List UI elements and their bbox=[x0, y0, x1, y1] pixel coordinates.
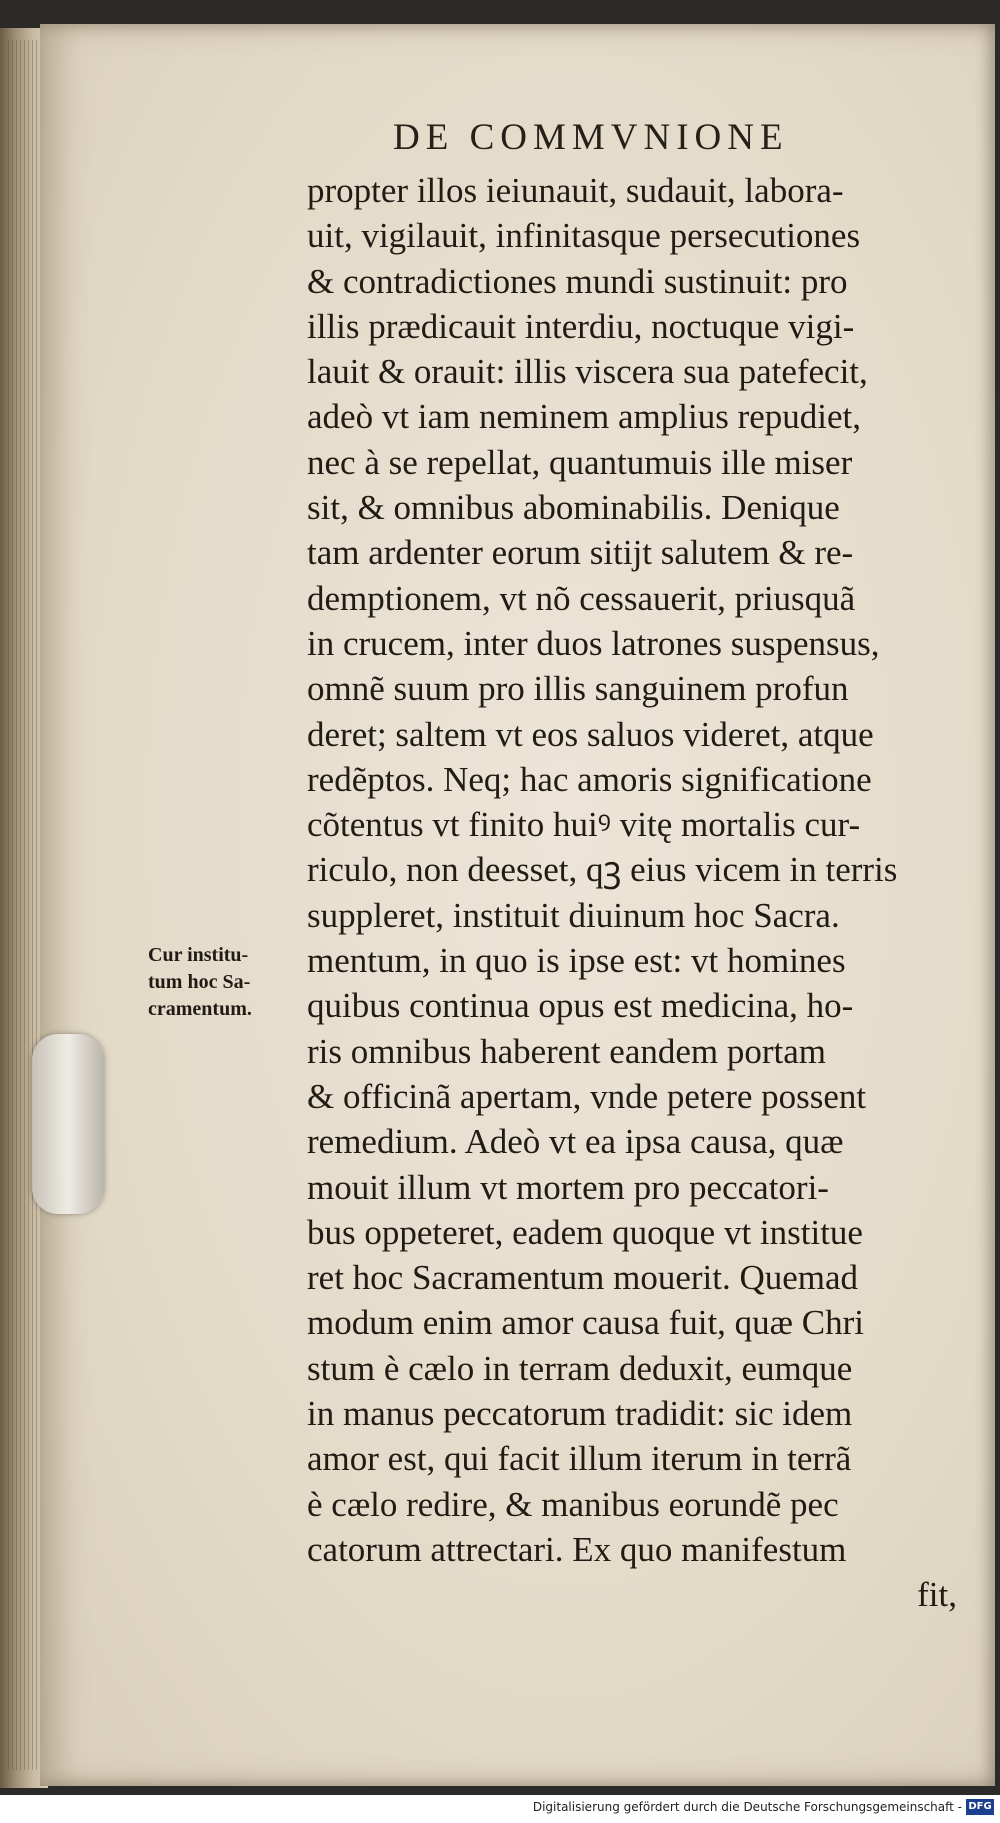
text-line: omnẽ suum pro illis sanguinem profun bbox=[307, 669, 849, 709]
running-head: DE COMMVNIONE bbox=[393, 117, 789, 158]
text-line: riculo, non deesset, qꝫ eius vicem in terris bbox=[307, 850, 898, 890]
text-line: è cælo redire, & manibus eorundẽ pec bbox=[307, 1484, 839, 1524]
text-line: sit, & omnibus abominabilis. Denique bbox=[307, 488, 840, 528]
text-line: catorum attrectari. Ex quo manifestum bbox=[307, 1529, 847, 1569]
body-text bbox=[307, 168, 957, 1618]
margin-note-line: Cur institu- bbox=[148, 944, 249, 966]
text-line: in manus peccatorum tradidit: sic idem bbox=[307, 1394, 853, 1434]
text-line: remedium. Adeò vt ea ipsa causa, quæ bbox=[307, 1122, 844, 1162]
text-line: & officinã apertam, vnde petere possent bbox=[307, 1076, 867, 1116]
text-line: mentum, in quo is ipse est: vt homines bbox=[307, 941, 846, 981]
text-line: demptionem, vt nõ cessauerit, priusquã bbox=[307, 578, 856, 618]
text-line: tam ardenter eorum sitijt salutem & re- bbox=[307, 533, 854, 573]
text-line: deret; saltem vt eos saluos videret, atque bbox=[307, 714, 874, 754]
margin-note bbox=[148, 942, 303, 1023]
text-line: illis prædicauit interdiu, noctuque vigi- bbox=[307, 306, 855, 346]
text-line: modum enim amor causa fuit, quæ Chri bbox=[307, 1303, 864, 1343]
text-line: lauit & orauit: illis viscera sua patefecit, bbox=[307, 352, 868, 392]
text-line: cõtentus vt finito huiꝰ vitę mortalis cur- bbox=[307, 805, 861, 845]
text-line: mouit illum vt mortem pro peccatori- bbox=[307, 1167, 829, 1207]
text-line: bus oppeteret, eadem quoque vt institue bbox=[307, 1212, 863, 1252]
margin-note-line: tum hoc Sa- bbox=[148, 971, 251, 993]
footer-credit: Digitalisierung gefördert durch die Deutsche Forschungsgemeinschaft - bbox=[532, 1800, 962, 1814]
text-line: uit, vigilauit, infinitasque persecutiones bbox=[307, 216, 861, 256]
margin-note-line: cramentum. bbox=[148, 998, 252, 1020]
text-line: propter illos ieiunauit, sudauit, labora- bbox=[307, 171, 844, 210]
text-line: suppleret, instituit diuinum hoc Sacra. bbox=[307, 895, 840, 935]
text-line: ret hoc Sacramentum mouerit. Quemad bbox=[307, 1258, 859, 1298]
text-line: in crucem, inter duos latrones suspensus, bbox=[307, 623, 880, 663]
page-clip bbox=[32, 1034, 104, 1214]
text-line: amor est, qui facit illum iterum in terrã bbox=[307, 1439, 852, 1479]
text-line: redẽptos. Neq; hac amoris significatione bbox=[307, 759, 872, 799]
text-line: ris omnibus haberent eandem portam bbox=[307, 1031, 827, 1071]
text-line: adeò vt iam neminem amplius repudiet, bbox=[307, 397, 862, 437]
dfg-logo: DFG bbox=[966, 1799, 994, 1815]
text-line: stum è cælo in terram deduxit, eumque bbox=[307, 1348, 853, 1388]
text-line: quibus continua opus est medicina, ho- bbox=[307, 986, 854, 1026]
text-line: nec à se repellat, quantumuis ille miser bbox=[307, 442, 853, 482]
text-line: & contradictiones mundi sustinuit: pro bbox=[307, 261, 848, 301]
page-edges bbox=[8, 40, 38, 1770]
catchword: fit, bbox=[917, 1575, 957, 1615]
